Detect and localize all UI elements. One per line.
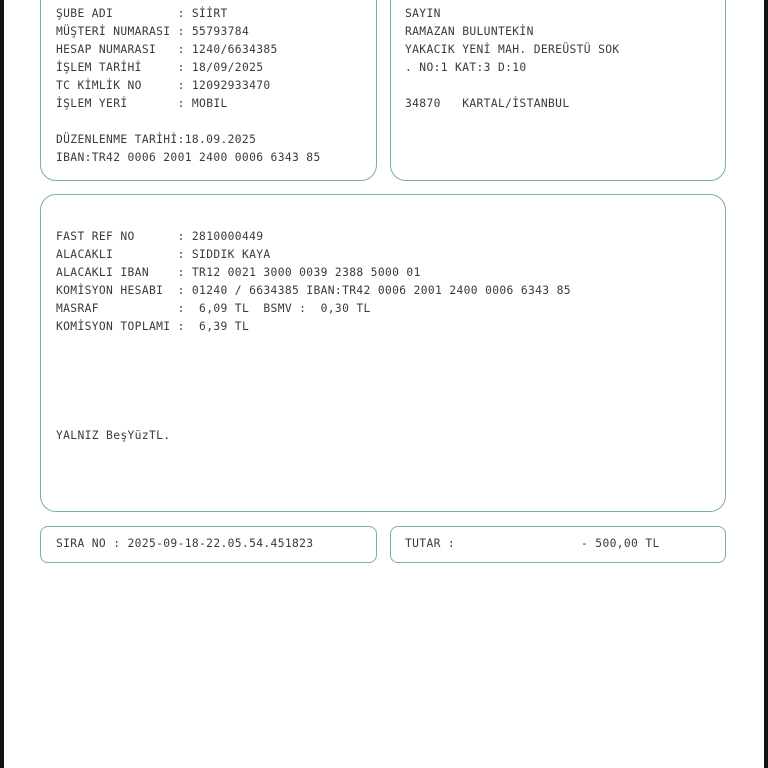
transaction-date-row: İŞLEM TARİHİ : 18/09/2025 xyxy=(56,61,264,74)
salutation: SAYIN xyxy=(405,7,441,20)
fast-ref-value: 2810000449 xyxy=(191,230,264,243)
transaction-date-value: 18/09/2025 xyxy=(191,61,264,74)
field-label: KOMİSYON HESABI xyxy=(56,284,171,297)
payee-iban-value: TR12 0021 3000 0039 2388 5000 01 xyxy=(191,266,421,279)
address-door: . NO:1 KAT:3 D:10 xyxy=(405,61,527,74)
field-label: ALACAKLI xyxy=(56,248,171,261)
customer-number-row: MÜŞTERİ NUMARASI : 55793784 xyxy=(56,25,250,38)
account-number-row: HESAP NUMARASI : 1240/6634385 xyxy=(56,43,278,56)
field-label: ŞUBE ADI xyxy=(56,7,171,20)
commission-total-value: 6,39 TL xyxy=(191,320,250,333)
payee-iban-row: ALACAKLI IBAN : TR12 0021 3000 0039 2388 5000 01 xyxy=(56,266,421,279)
address-city: 34870 KARTAL/İSTANBUL xyxy=(405,97,570,110)
account-iban: IBAN:TR42 0006 2001 2400 0006 6343 85 xyxy=(56,151,321,164)
fee-row: MASRAF : 6,09 TL BSMV : 0,30 TL xyxy=(56,302,371,315)
commission-account-value: 01240 / 6634385 IBAN:TR42 0006 2001 2400 0006 6343 85 xyxy=(191,284,571,297)
field-label: ALACAKLI IBAN xyxy=(56,266,171,279)
branch-name-row: ŞUBE ADI : SİİRT xyxy=(56,7,228,20)
tc-id-value: 12092933470 xyxy=(191,79,271,92)
scan-edge-left xyxy=(0,0,4,768)
amount-value: - 500,00 TL xyxy=(581,537,660,550)
transaction-place-row: İŞLEM YERİ : MOBIL xyxy=(56,97,228,110)
tc-id-row: TC KİMLİK NO : 12092933470 xyxy=(56,79,271,92)
amount-in-words: YALNIZ BeşYüzTL. xyxy=(56,429,171,442)
branch-name-value: SİİRT xyxy=(191,7,228,20)
field-label: FAST REF NO xyxy=(56,230,171,243)
issue-date: DÜZENLENME TARİHİ:18.09.2025 xyxy=(56,133,257,146)
address-street: YAKACIK YENİ MAH. DEREÜSTÜ SOK xyxy=(405,43,620,56)
fast-ref-row: FAST REF NO : 2810000449 xyxy=(56,230,264,243)
account-number-value: 1240/6634385 xyxy=(191,43,278,56)
sequence-number: SIRA NO : 2025-09-18-22.05.54.451823 xyxy=(56,537,314,550)
commission-total-row: KOMİSYON TOPLAMI : 6,39 TL xyxy=(56,320,250,333)
customer-number-value: 55793784 xyxy=(191,25,250,38)
scan-edge-right xyxy=(764,0,768,768)
payee-value: SIDDIK KAYA xyxy=(191,248,271,261)
field-label: HESAP NUMARASI xyxy=(56,43,171,56)
amount-label: TUTAR : xyxy=(405,537,456,550)
field-label: TC KİMLİK NO xyxy=(56,79,171,92)
fee-value: 6,09 TL BSMV : 0,30 TL xyxy=(191,302,371,315)
field-label: KOMİSYON TOPLAMI xyxy=(56,320,171,333)
customer-name: RAMAZAN BULUNTEKİN xyxy=(405,25,534,38)
field-label: İŞLEM TARİHİ xyxy=(56,61,171,74)
field-label: İŞLEM YERİ xyxy=(56,97,171,110)
commission-account-row: KOMİSYON HESABI : 01240 / 6634385 IBAN:TR42 0006 2001 2400 0006 6343 85 xyxy=(56,284,571,297)
transaction-place-value: MOBIL xyxy=(191,97,228,110)
field-label: MÜŞTERİ NUMARASI xyxy=(56,25,171,38)
payee-row: ALACAKLI : SIDDIK KAYA xyxy=(56,248,271,261)
field-label: MASRAF xyxy=(56,302,171,315)
